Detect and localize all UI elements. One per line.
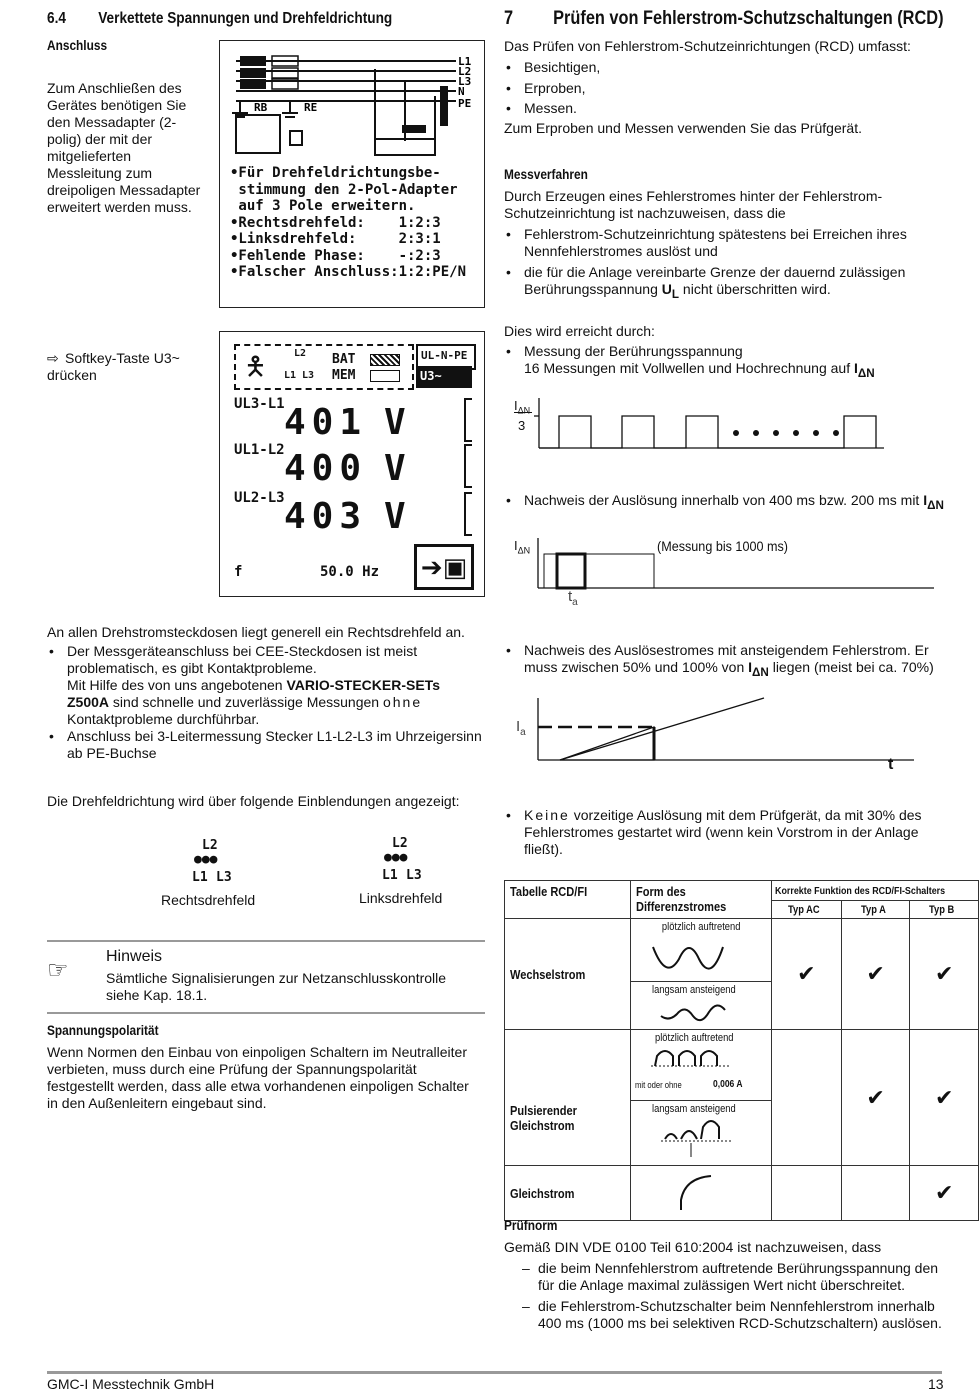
- reading-value-ul3-l1: 401: [284, 402, 368, 443]
- graph1-symbol: I: [514, 398, 518, 413]
- check-ac: ✔: [772, 919, 842, 1030]
- pulse-graph: [514, 396, 944, 456]
- frequency-label: f: [234, 564, 243, 580]
- icon-dots: ●●●: [384, 850, 408, 865]
- icon-label-bl: L1: [192, 870, 208, 885]
- check-b: ✔: [910, 1030, 979, 1166]
- list-item: • Besichtigen,: [504, 57, 600, 78]
- anschluss-text: Zum Anschließen des Gerätes benötigen Sie den Messadapter (2-polig) der mit der mitgelieferten Messleitung zum dreipoligen Messadapter erweitert werden muss.: [47, 80, 201, 215]
- softkey-instruction: [47, 350, 212, 384]
- hinweis-text: Sämtliche Signalisierungen zur Netzanschlusskontrolle siehe Kap. 18.1.: [106, 970, 447, 1003]
- icon-label-bl: L1: [382, 868, 398, 883]
- hinweis-title: Hinweis: [106, 948, 163, 965]
- instruction-line: •Falscher Anschluss:1:2:PE/N: [230, 264, 467, 280]
- section-6-4-heading: [47, 10, 392, 28]
- linksdrehfeld-label: Linksdrehfeld: [359, 890, 443, 906]
- ramp-graph: [514, 694, 944, 780]
- table-header: Korrekte Funktion des RCD/FI-Schalters: [775, 884, 946, 897]
- empty-cell: [772, 1166, 842, 1221]
- list-item: [504, 492, 944, 514]
- linksdrehfeld-icon: [380, 836, 430, 886]
- softkey-ul-n-pe-label: UL-N-PE: [421, 349, 468, 362]
- save-icon: ➔▣: [420, 552, 468, 582]
- label-l2: L2: [458, 65, 472, 78]
- person-icon: 🯅: [244, 351, 267, 381]
- pulse-slow-wave: [631, 1117, 751, 1161]
- type-header-b: Typ B: [929, 903, 955, 916]
- drehfeld-intro: An allen Drehstromsteckdosen liegt generell ein Rechtsdrehfeld an.: [47, 624, 465, 640]
- row-label: Wechselstrom: [510, 966, 586, 982]
- graph1-sub: ΔN: [517, 405, 531, 416]
- label-re: RE: [304, 101, 318, 114]
- rcd-table: [504, 880, 979, 1221]
- waveform-caption: langsam ansteigend: [651, 1103, 736, 1115]
- connection-instructions: [230, 165, 466, 281]
- icon-label-br: L3: [406, 868, 422, 883]
- method-list-2: [504, 492, 944, 514]
- check-b: ✔: [910, 1166, 979, 1221]
- reading-unit-ul2-l3: V: [384, 496, 406, 537]
- symbol: I: [748, 659, 753, 675]
- section-7-heading: [504, 8, 944, 30]
- graph2-note: (Messung bis 1000 ms): [657, 538, 788, 554]
- pulse-sudden-wave: [631, 1046, 751, 1076]
- symbol-sub: L: [671, 287, 680, 301]
- graph3-symbol: I: [516, 718, 521, 735]
- rotation-icon-l3: L3: [302, 370, 315, 381]
- table-header: Form des Differenzstromes: [636, 884, 727, 914]
- bullet-text: die für die Anlage vereinbarte Grenze der dauernd zulässigen Berührungsspannung: [524, 264, 906, 297]
- messverfahren-text: Durch Erzeugen eines Fehlerstromes hinter der Fehlerstrom-Schutzeinrichtung ist nachzuweisen, dass die: [504, 188, 883, 221]
- empty-cell: [841, 1166, 910, 1221]
- connection-diagram: [219, 40, 485, 308]
- list-item: [504, 264, 944, 303]
- reading-label-ul1-l2: UL1-L2: [234, 442, 285, 458]
- save-button[interactable]: [414, 544, 474, 590]
- memory-label: MEM: [332, 368, 356, 383]
- battery-icon: [370, 354, 400, 366]
- check-a: ✔: [841, 919, 910, 1030]
- graph2-t: t: [568, 588, 573, 605]
- graph2-tsub: a: [572, 597, 578, 608]
- bracket: [464, 492, 472, 536]
- trip-time-graph: [514, 534, 944, 610]
- reading-label-ul2-l3: UL2-L3: [234, 490, 285, 506]
- polaritaet-text: Wenn Normen den Einbau von einpoligen Schaltern im Neutralleiter verbieten, muss durch eine Prüfung der Spannungspolarität festgestellt werden, dass alle etwa vorhandenen einpoligen Schalter in den Außenleitern eingebaut sind.: [47, 1044, 469, 1111]
- list-item: – die Fehlerstrom-Schutzschalter beim Nennfehlerstrom innerhalb 400 ms (1000 ms bei selektiven RCD-Schutzschaltern) auslösen.: [504, 1298, 944, 1332]
- label-pe: PE: [458, 97, 472, 110]
- erreicht-text: Dies wird erreicht durch:: [504, 323, 655, 339]
- connection-schematic: [220, 41, 484, 171]
- section-number: 6.4: [47, 10, 66, 27]
- type-header-a: Typ A: [860, 903, 886, 916]
- empty-cell: [772, 1030, 842, 1166]
- symbol-sub: ΔN: [752, 665, 769, 679]
- bullet-text: Mit Hilfe des von uns angebotenen: [67, 677, 287, 693]
- status-bar: [234, 344, 414, 390]
- reading-value-ul2-l3: 403: [284, 496, 368, 537]
- symbol: I: [923, 492, 928, 508]
- list-item: • Erproben,: [504, 78, 600, 99]
- table-row: [505, 1030, 979, 1166]
- label-rb: RB: [254, 101, 268, 114]
- rcd-intro: Das Prüfen von Fehlerstrom-Schutzeinrichtungen (RCD) umfasst:: [504, 38, 911, 54]
- rcd-intro-after: Zum Erproben und Messen verwenden Sie das Prüfgerät.: [504, 120, 862, 136]
- method-list-1: [504, 343, 944, 382]
- bullet-text: liegen (meist bei ca. 70%): [768, 659, 934, 675]
- ac-sudden-wave: [631, 937, 751, 979]
- section-number: 7: [504, 8, 514, 29]
- bullet-text: sind schnelle und zuverlässige Messungen: [109, 694, 383, 710]
- table-row: [505, 1166, 979, 1221]
- memory-icon: [370, 370, 400, 382]
- instruction-line: •Linksdrehfeld: 2:3:1: [230, 231, 441, 247]
- rechtsdrehfeld-icon: [190, 838, 240, 888]
- reading-unit-ul3-l1: V: [384, 402, 406, 443]
- footer-company: GMC-I Messtechnik GmbH: [47, 1376, 215, 1392]
- rechtsdrehfeld-label: Rechtsdrehfeld: [161, 892, 256, 908]
- icon-dots: ●●●: [194, 852, 218, 867]
- bullet-text: vorzeitige Auslösung mit dem Prüfgerät, da mit 30% des Fehlerstromes gestartet wird (wenn kein Vorstrom in der Anlage fließt).: [524, 807, 922, 857]
- bullet-text: Nachweis der Auslösung innerhalb von 400 ms bzw. 200 ms mit: [524, 492, 924, 508]
- instruction-line: •Fehlende Phase: -:2:3: [230, 247, 441, 264]
- list-item: – die beim Nennfehlerstrom auftretende Berührungsspannung den für die Anlage maximal zulässigen Wert nicht überschreitet.: [504, 1260, 944, 1294]
- label-l1: L1: [458, 55, 472, 68]
- icon-label-top: L2: [202, 838, 218, 853]
- bullet-text: Kontaktprobleme durchführbar.: [67, 711, 260, 727]
- method-list-3: [504, 642, 944, 681]
- list-item: • Messen.: [504, 98, 600, 119]
- row-label: Gleichstrom: [510, 1185, 575, 1201]
- list-item: [47, 643, 482, 728]
- symbol: I: [853, 360, 858, 376]
- bullet-text: Messung der Berührungsspannung: [524, 343, 743, 359]
- dc-curve: [631, 1170, 751, 1214]
- pointing-hand-icon: ☞: [47, 957, 69, 984]
- waveform-caption: langsam ansteigend: [651, 984, 736, 996]
- page-number: 13: [928, 1376, 944, 1392]
- bracket: [464, 398, 472, 442]
- list-item: • Anschluss bei 3-Leitermessung Stecker L1-L2-L3 im Uhrzeigersinn ab PE-Buchse: [47, 728, 482, 762]
- anschluss-heading: Anschluss: [47, 38, 108, 53]
- pruefnorm-list: [504, 1260, 944, 1332]
- instruction-line: •Für Drehfeldrichtungsbe-: [230, 165, 441, 181]
- check-a: ✔: [841, 1030, 910, 1166]
- row-label: Pulsierender Gleichstrom: [510, 1102, 577, 1133]
- label-l3: L3: [458, 75, 472, 88]
- divider: [47, 940, 485, 942]
- polaritaet-heading: Spannungspolarität: [47, 1023, 159, 1038]
- symbol-sub: ΔN: [927, 498, 944, 512]
- pruefnorm-heading: Prüfnorm: [504, 1218, 558, 1233]
- waveform-caption: plötzlich auftretend: [661, 921, 741, 933]
- check-b: ✔: [910, 919, 979, 1030]
- softkey-text: Softkey-Taste U3~ drücken: [47, 350, 180, 383]
- table-header: Tabelle RCD/FI: [510, 884, 588, 899]
- arrow-right-icon: ⇨: [47, 350, 59, 366]
- list-item: [504, 807, 944, 858]
- drehfeld-bullets: [47, 643, 482, 762]
- list-item: [504, 642, 944, 681]
- symbol-sub: ΔN: [857, 366, 875, 380]
- offset-caption: mit oder ohne: [635, 1080, 682, 1090]
- divider: [47, 1012, 485, 1014]
- section-title: Verkettete Spannungen und Drehfeldrichtung: [98, 10, 393, 27]
- footer-rule: [47, 1371, 942, 1374]
- frequency-value: 50.0 Hz: [320, 564, 380, 580]
- section-title: Prüfen von Fehlerstrom-Schutzschaltungen (RCD): [553, 8, 944, 29]
- method-list-4: [504, 807, 944, 858]
- bracket: [464, 444, 472, 488]
- waveform-caption: plötzlich auftretend: [654, 1032, 734, 1044]
- bullet-text: nicht überschritten wird.: [679, 281, 831, 297]
- bullet-text: 16 Messungen mit Vollwellen und Hochrechnung auf: [524, 360, 854, 376]
- instruction-line: auf 3 Pole erweitern.: [230, 198, 416, 214]
- rotation-icon-top: L2: [294, 348, 307, 359]
- drehfeld-display-text: Die Drehfeldrichtung wird über folgende Einblendungen angezeigt:: [47, 793, 460, 809]
- list-item: [504, 343, 944, 382]
- table-row: [505, 919, 979, 1030]
- offset-value: 0,006 A: [713, 1079, 743, 1090]
- emphasis-text: Keine: [524, 807, 570, 823]
- emphasis-text: ohne: [382, 694, 423, 710]
- icon-label-br: L3: [216, 870, 232, 885]
- graph3-x: t: [888, 756, 894, 773]
- reading-unit-ul1-l2: V: [384, 448, 406, 489]
- graph3-sub: a: [520, 727, 526, 738]
- reading-value-ul1-l2: 400: [284, 448, 368, 489]
- rotation-icon-l1: L1: [284, 370, 297, 381]
- graph2-symbol: I: [514, 538, 518, 553]
- reading-label-ul3-l1: UL3-L1: [234, 396, 285, 412]
- label-n: N: [458, 85, 465, 98]
- instruction-line: stimmung den 2-Pol-Adapter: [230, 181, 458, 198]
- battery-label: BAT: [332, 352, 356, 367]
- graph1-denominator: 3: [518, 418, 526, 433]
- icon-label-top: L2: [392, 836, 408, 851]
- ac-slow-wave: [631, 998, 751, 1028]
- type-header-ac: Typ AC: [787, 903, 820, 916]
- list-item: • Fehlerstrom-Schutzeinrichtung spätestens bei Erreichen ihres Nennfehlerstromes auslöst und: [504, 226, 944, 260]
- softkey-u3-label: U3~: [420, 369, 442, 383]
- instruction-line: •Rechtsdrehfeld: 1:2:3: [230, 214, 441, 231]
- graph2-sub: ΔN: [517, 545, 531, 556]
- messverfahren-list: [504, 226, 944, 303]
- symbol: U: [661, 281, 672, 297]
- bullet-text: Der Messgeräteanschluss bei CEE-Steckdosen ist meist problematisch, es gibt Kontaktprobleme.: [67, 643, 418, 676]
- pruefnorm-text: Gemäß DIN VDE 0100 Teil 610:2004 ist nachzuweisen, dass: [504, 1239, 882, 1255]
- product-name: VARIO-STECKER-SETs Z500A: [67, 677, 440, 710]
- messverfahren-heading: Messverfahren: [504, 167, 588, 182]
- softkey-u3[interactable]: [416, 366, 472, 388]
- rcd-intro-list: [504, 57, 600, 119]
- bullet-text: Nachweis des Auslösestromes mit ansteigendem Fehlerstrom. Er muss zwischen 50% und 100% von: [524, 642, 929, 675]
- measurement-display: [219, 331, 485, 597]
